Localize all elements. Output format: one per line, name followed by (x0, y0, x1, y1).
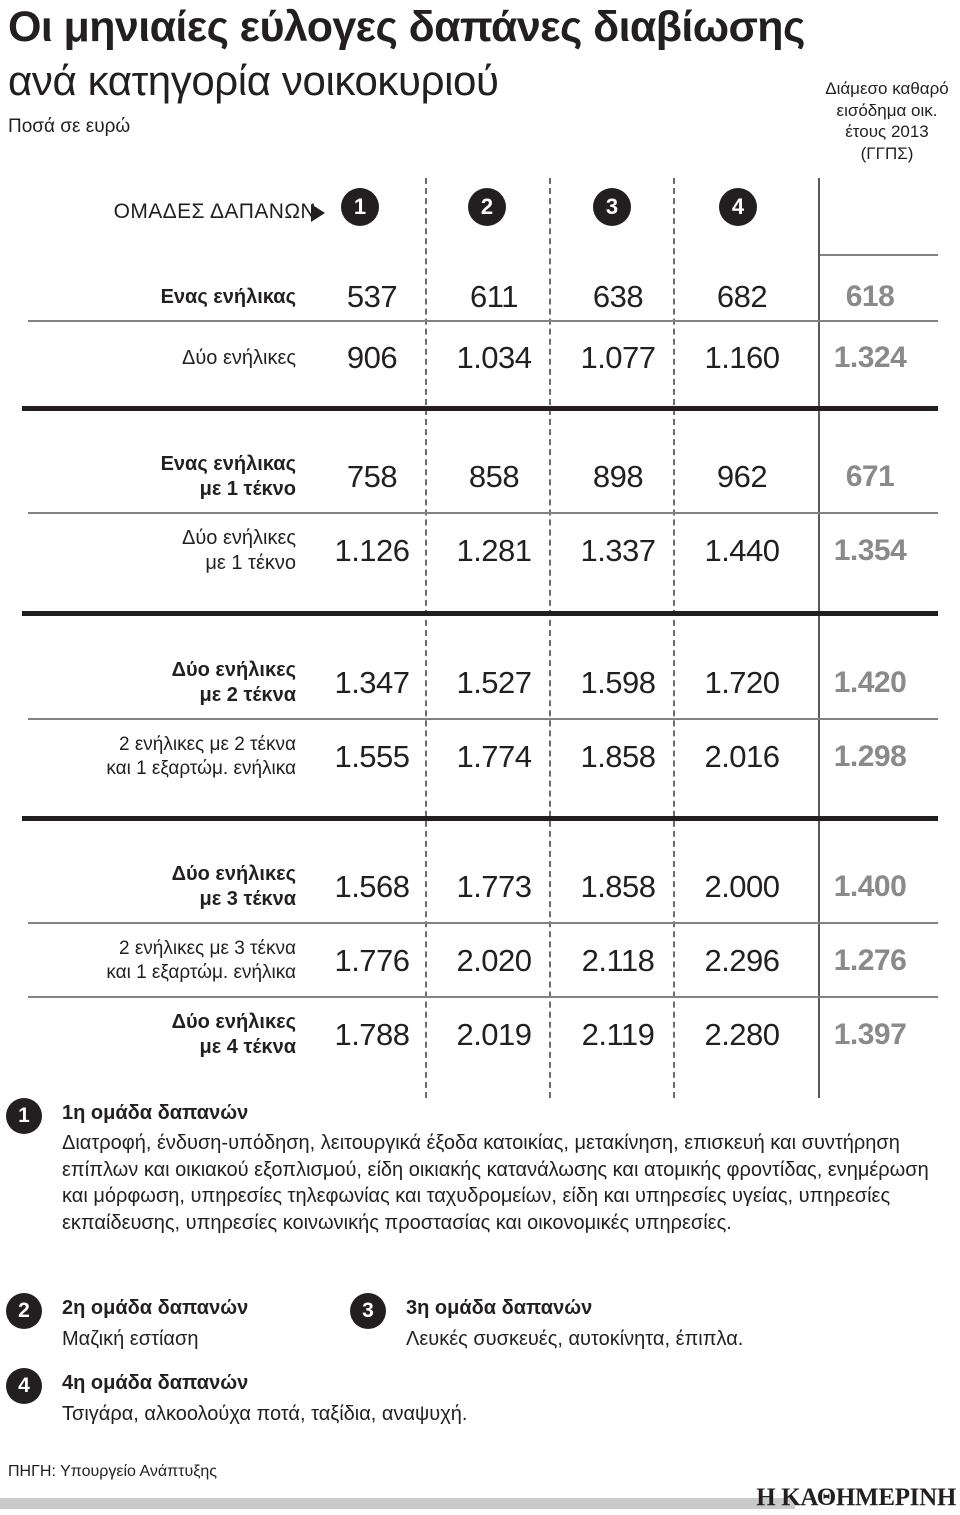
row-label (0, 285, 310, 310)
cell-group-4: 1.160 (704, 340, 780, 375)
table-row (0, 444, 960, 510)
row-divider (28, 996, 938, 998)
row-label-line2: με 4 τέκνα (199, 1036, 296, 1058)
cell-group-3: 2.118 (581, 943, 655, 978)
column-badge-2: 2 (468, 188, 506, 226)
source-credit: ΠΗΓΗ: Υπουργείο Ανάπτυξης (8, 1463, 217, 1480)
cell-group-3: 1.858 (580, 739, 656, 774)
legend-badge-4: 4 (6, 1368, 42, 1404)
table-row (0, 724, 960, 790)
row-label-line1: Δύο ενήλικες (171, 1011, 296, 1033)
cell-group-3: 898 (592, 459, 644, 494)
cell-group-4: 2.000 (704, 869, 780, 904)
expenses-table (0, 178, 960, 1103)
section-divider (22, 611, 938, 616)
row-label-line2: και 1 εξαρτώμ. ενήλικα (106, 758, 296, 779)
cell-group-3: 1.598 (580, 665, 656, 700)
row-label (0, 526, 310, 576)
cell-group-4: 962 (716, 459, 768, 494)
cell-group-3: 638 (592, 279, 644, 314)
cell-group-3: 1.077 (580, 340, 656, 375)
page-title-line2: ανά κατηγορία νοικοκυριού (8, 57, 499, 104)
cell-group-2: 1.281 (456, 533, 532, 568)
row-label-line2: με 1 τέκνο (199, 478, 296, 500)
row-divider (28, 718, 938, 720)
legend-title-4: 4η ομάδα δαπανών (62, 1372, 249, 1394)
legend-badge-1: 1 (6, 1098, 42, 1134)
legend-body-2: Μαζική εστίαση (62, 1328, 199, 1350)
cell-group-1: 906 (346, 340, 398, 375)
row-label (0, 862, 310, 912)
cell-group-1: 1.126 (334, 533, 410, 568)
cell-group-1: 1.568 (334, 869, 410, 904)
cell-group-3: 2.119 (581, 1017, 655, 1052)
cell-median-income: 1.354 (833, 534, 907, 567)
row-label-line2: με 1 τέκνο (205, 552, 296, 574)
subtitle-units: Ποσά σε ευρώ (8, 116, 131, 137)
legend-title-2: 2η ομάδα δαπανών (62, 1297, 249, 1319)
row-label (0, 937, 310, 985)
cell-group-4: 2.296 (704, 943, 780, 978)
cell-median-income: 1.397 (833, 1018, 907, 1051)
row-label (0, 452, 310, 502)
triangle-right-icon (311, 204, 325, 222)
cell-group-2: 1.527 (456, 665, 532, 700)
page-title-line1: Οι μηνιαίες εύλογες δαπάνες διαβίωσης (8, 3, 805, 51)
cell-group-1: 1.555 (334, 739, 410, 774)
row-label-line2: και 1 εξαρτώμ. ενήλικα (106, 962, 296, 983)
row-label-line1: Ενας ενήλικας (160, 285, 296, 308)
row-label-line1: Ενας ενήλικας (160, 453, 296, 475)
cell-group-1: 537 (346, 279, 398, 314)
footer-accent-bar (0, 1498, 795, 1509)
cell-group-2: 1.774 (456, 739, 532, 774)
row-label (0, 1010, 310, 1060)
legend-body-4: Τσιγάρα, αλκοολούχα ποτά, ταξίδια, αναψυχή. (62, 1403, 468, 1425)
row-label (0, 733, 310, 781)
row-label-line1: Δύο ενήλικες (181, 527, 296, 549)
publisher-logo: Η ΚΑΘΗΜΕΡΙΝΗ (756, 1484, 956, 1511)
title-block (8, 0, 838, 138)
cell-median-income: 1.324 (833, 341, 907, 374)
cell-group-1: 1.776 (334, 943, 410, 978)
cell-group-4: 1.440 (704, 533, 780, 568)
table-row (0, 270, 960, 324)
legend-badge-3: 3 (350, 1293, 386, 1329)
row-label-line1: 2 ενήλικες με 2 τέκνα (118, 734, 296, 755)
row-label-line1: Δύο ενήλικες (171, 863, 296, 885)
section-divider (22, 406, 938, 411)
row-divider (28, 320, 938, 322)
cell-median-income: 671 (845, 460, 895, 493)
section-divider (22, 816, 938, 821)
row-label-line2: με 3 τέκνα (199, 888, 296, 910)
cell-group-2: 2.019 (456, 1017, 532, 1052)
column-badge-4: 4 (719, 188, 757, 226)
table-row (0, 928, 960, 994)
cell-group-1: 1.788 (334, 1017, 410, 1052)
cell-group-3: 1.337 (580, 533, 656, 568)
column-badge-1: 1 (341, 188, 379, 226)
cell-median-income: 1.276 (833, 944, 907, 977)
groups-label: ΟΜΑΔΕΣ ΔΑΠΑΝΩΝ (113, 200, 316, 223)
cell-group-1: 758 (346, 459, 398, 494)
cell-group-2: 1.773 (456, 869, 532, 904)
legend-body-3: Λευκές συσκευές, αυτοκίνητα, έπιπλα. (406, 1328, 744, 1350)
row-divider (28, 512, 938, 514)
cell-median-income: 1.400 (833, 870, 907, 903)
legend-badge-2: 2 (6, 1293, 42, 1329)
cell-median-income: 1.420 (833, 666, 907, 699)
column-badge-3: 3 (593, 188, 631, 226)
cell-group-2: 1.034 (456, 340, 532, 375)
cell-group-1: 1.347 (334, 665, 410, 700)
table-column-header-row (0, 188, 818, 246)
cell-group-2: 611 (470, 279, 518, 314)
legend-title-1: 1η ομάδα δαπανών (62, 1102, 249, 1124)
row-label (0, 346, 310, 371)
cell-group-4: 682 (716, 279, 768, 314)
table-row (0, 518, 960, 584)
cell-group-2: 2.020 (456, 943, 532, 978)
table-row (0, 328, 960, 388)
row-label-line1: Δύο ενήλικες (181, 346, 296, 369)
row-label-line1: 2 ενήλικες με 3 τέκνα (118, 938, 296, 959)
row-label-line1: Δύο ενήλικες (171, 659, 296, 681)
cell-group-2: 858 (468, 459, 520, 494)
legend-body-1: Διατροφή, ένδυση-υπόδηση, λειτουργικά έξοδα κατοικίας, μετακίνηση, επισκευή και συντήρηση επίπλων και οικιακού εξοπλισμού, είδη οικιακής κατανάλωσης και ατομικής φροντίδας, ενημέρωση και μόρφωση, υπηρεσίες τηλεφωνίας και ταχυδρομείων, είδη και υπηρεσίες υγείας, υπηρεσίες εκπαίδευσης, υπηρεσίες κοινωνικής προστασίας και οικονομικές υπηρεσίες. (62, 1132, 929, 1234)
cell-group-4: 1.720 (704, 665, 780, 700)
cell-group-3: 1.858 (580, 869, 656, 904)
income-header-rule (820, 254, 938, 256)
row-label-line2: με 2 τέκνα (199, 684, 296, 706)
income-column-header: Διάμεσο καθαρό εισόδημα οικ. έτους 2013 (ΓΓΠΣ) (825, 79, 949, 163)
cell-median-income: 1.298 (833, 740, 907, 773)
row-label (0, 658, 310, 708)
table-row (0, 1002, 960, 1068)
table-row (0, 854, 960, 920)
cell-group-4: 2.016 (704, 739, 780, 774)
legend-title-3: 3η ομάδα δαπανών (406, 1297, 593, 1319)
row-divider (28, 922, 938, 924)
table-row (0, 650, 960, 716)
cell-median-income: 618 (845, 280, 895, 313)
cell-group-4: 2.280 (704, 1017, 780, 1052)
